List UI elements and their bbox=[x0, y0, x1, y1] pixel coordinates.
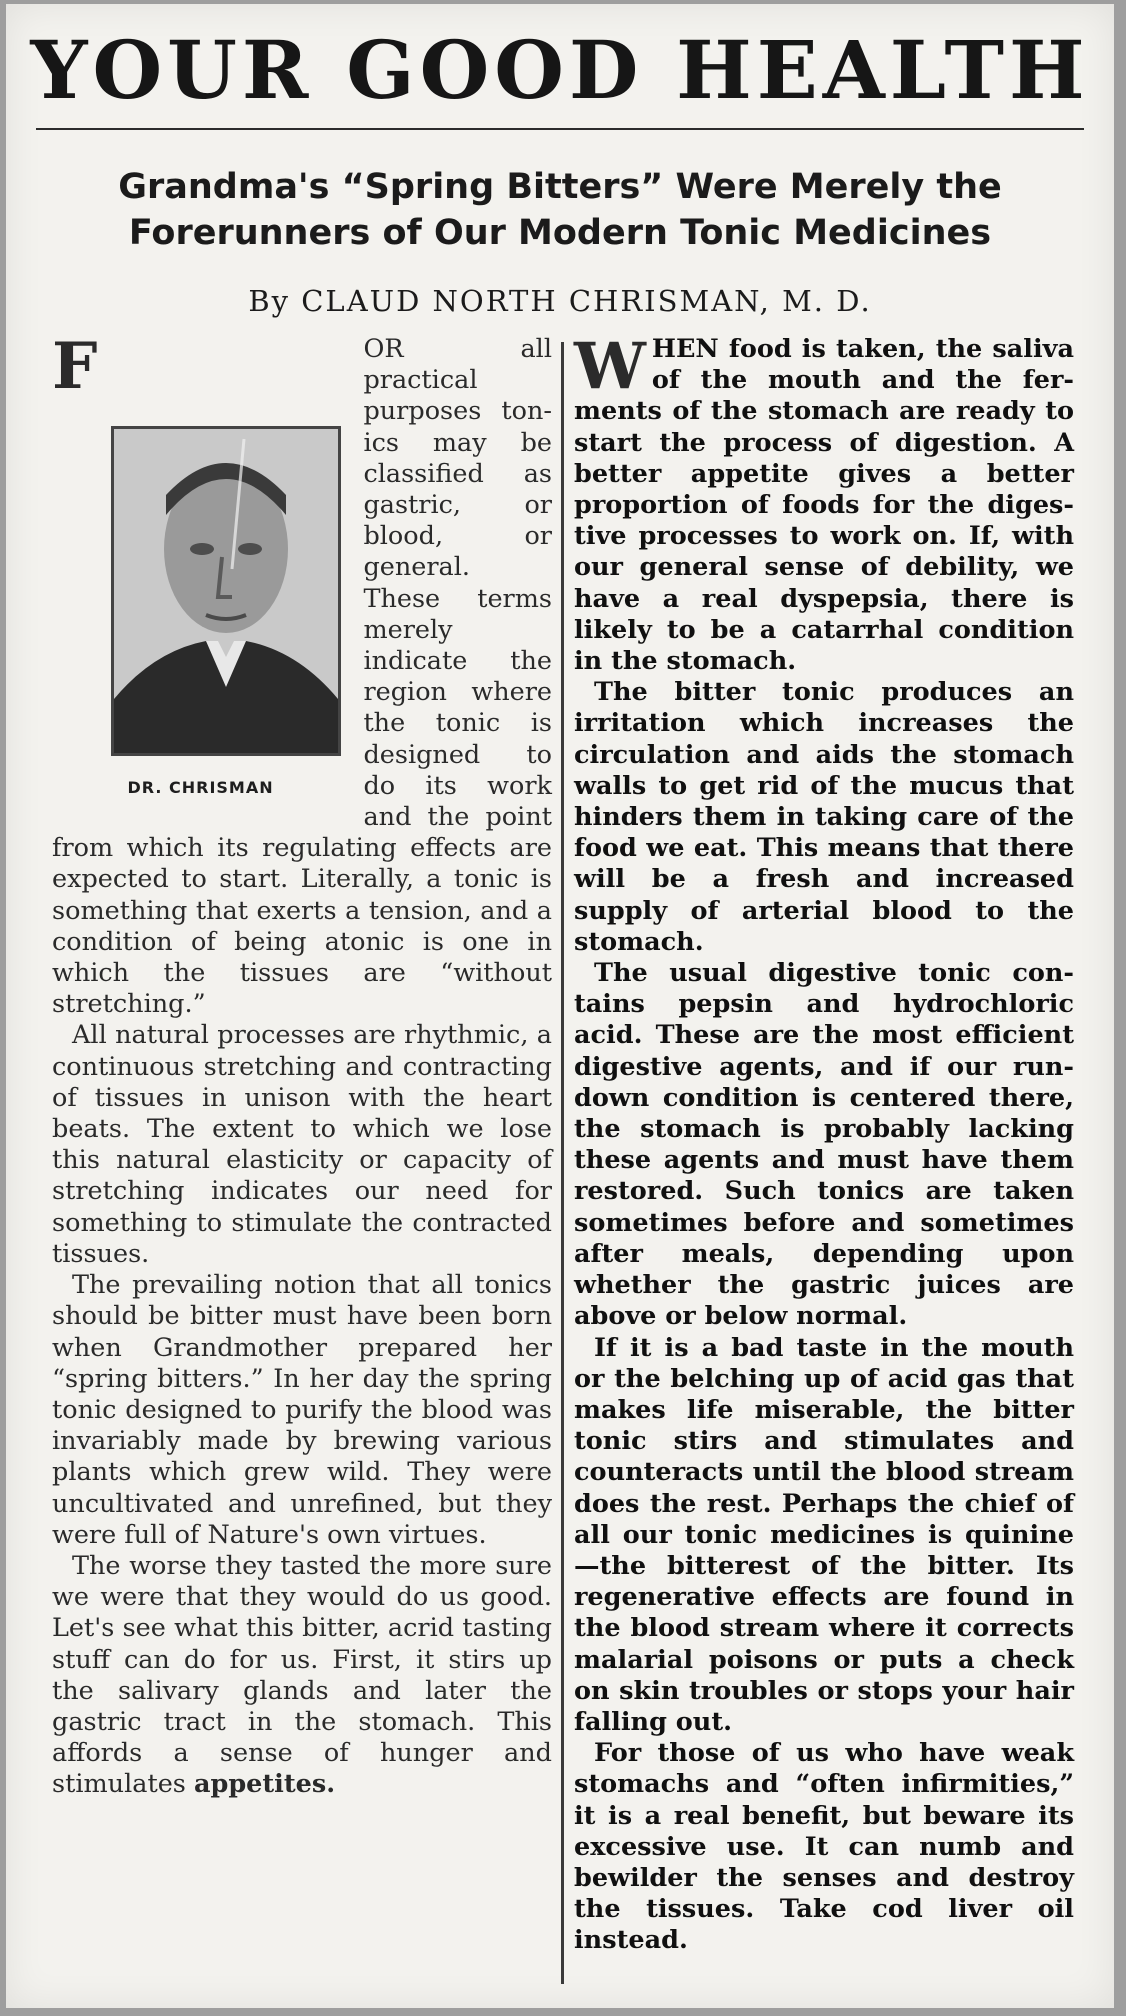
right-paragraph-5-end: Take cod liver oil instead. bbox=[574, 1894, 1074, 1956]
left-paragraph-4 bbox=[52, 1551, 552, 1801]
left-paragraph-2: All natural processes are rhythmic, a continuous stretching and contracting of tissues in unison with the heart beats. The extent to which we lose this natural elasticity or capacity of stretching indicates our need for something to stimulate the contracted tissues. bbox=[52, 1020, 552, 1269]
left-paragraph-3: The prevailing notion that all tonics should be bitter must have been born when Grandmother prepared her “spring bitters.” In her day the spring tonic designed to purify the blood was invariably made by brewing various plants which grew wild. They were uncultivated and unrefined, but they were full of Nature's own virtues. bbox=[52, 1270, 552, 1550]
column-masthead: YOUR GOOD HEALTH bbox=[30, 23, 1090, 117]
right-paragraph-5-text: For those of us who have weak stomachs and “often infirmities,” it is a real benefit, but beware its excessive use. It can numb and bewilder the senses and destroy the tissues. bbox=[574, 1738, 1074, 1925]
left-column bbox=[52, 329, 552, 1801]
right-column bbox=[574, 329, 1074, 1957]
drop-cap-f: F bbox=[52, 329, 98, 404]
left-paragraph-4-end: appetites. bbox=[193, 1769, 336, 1800]
right-paragraph-1 bbox=[574, 329, 1074, 677]
newspaper-clipping bbox=[6, 4, 1114, 2008]
right-paragraph-3: The usual digestive tonic contains pepsin and hydrochloric acid. These are the most efficient digestive agents, and if our rundown condition is centered there, the stomach is probably lacking these agents and must have them restored. Such tonics are taken sometimes before and sometimes after meals, depending upon whether the gastric juices are above or below normal. bbox=[574, 958, 1074, 1332]
byline: By CLAUD NORTH CHRISMAN, M. D. bbox=[248, 284, 872, 318]
left-paragraph-1 bbox=[52, 329, 552, 1020]
portrait-photo bbox=[111, 426, 341, 756]
column-divider bbox=[561, 342, 564, 1984]
photo-caption: DR. CHRISMAN bbox=[127, 778, 274, 797]
right-paragraph-4: If it is a bad taste in the mouth or the belching up of acid gas that makes life miserable, the bitter tonic stirs and stimulates and counteracts until the blood stream does the rest. Perhaps the chief of all our tonic medicines is quinine—the bitterest of the bitter. Its regenerative effects are found in the blood stream where it corrects malarial poisons or puts a check on skin troubles or stops your hair falling out. bbox=[574, 1332, 1074, 1737]
portrait-photo-icon bbox=[114, 429, 338, 753]
left-paragraph-4-text: The worse they tasted the more sure we were that they would do us good. Let's see what this bitter, acrid tasting stuff can do for us. First, it stirs up the salivary glands and later the gastric tract in the stomach. This affords a sense of hunger and stimulates bbox=[52, 1550, 552, 1800]
right-paragraph-2: The bitter tonic produces an irritation which increases the circulation and aids the stomach walls to get rid of the mucus that hinders them in taking care of the food we eat. This means that there will be a fresh and increased supply of arterial blood to the stomach. bbox=[574, 677, 1074, 957]
headline-line-1: Grandma's “Spring Bitters” Were Merely the bbox=[118, 167, 1002, 207]
photo-block bbox=[103, 334, 349, 804]
drop-cap-w: W bbox=[574, 329, 646, 404]
left-paragraph-1-text: OR all practical purposes tonics may be classified as gastric, or blood, or general. These terms merely indicate the region where the tonic is designed to do its work and the point from which its regulating effects are expected to start. Literally, a tonic is something that exerts a tension, and a condition of being atonic is one in which the tissues are “without stretching.” bbox=[52, 334, 552, 1020]
right-paragraph-5 bbox=[574, 1738, 1074, 1956]
headline-line-2: Forerunners of Our Modern Tonic Medicines bbox=[128, 213, 992, 253]
right-paragraph-1-text: HEN food is taken, the saliva of the mouth and the ferments of the stomach are ready to start the process of digestion. A better appetite gives a better proportion of foods for the digestive processes to work on. If, with our general sense of debility, we have a real dyspepsia, there is likely to be a catarrhal condition in the stomach. bbox=[574, 334, 1074, 677]
masthead-rule bbox=[36, 128, 1084, 130]
